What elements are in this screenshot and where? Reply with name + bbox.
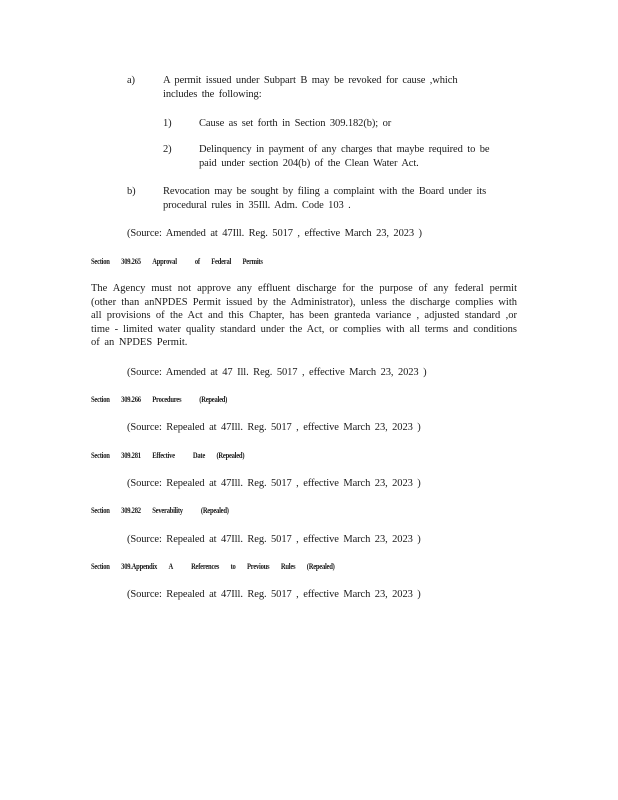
- item-2-text-line1: Delinquency in payment of any charges that maybe required to be: [199, 144, 490, 155]
- section-status: (Repealed): [216, 451, 245, 460]
- item-1-label: 1): [163, 118, 172, 129]
- item-2-text-line2: paid under section 204(b) of the Clean Water Act.: [199, 158, 419, 169]
- section-number: 309.266: [121, 395, 141, 404]
- section-word: Section: [91, 562, 110, 571]
- source-note-4: (Source: Repealed at 47Ill. Reg. 5017 , effective March 23, 2023 ): [127, 478, 421, 489]
- item-1-text: Cause as set forth in Section 309.182(b); or: [199, 118, 392, 129]
- section-heading-309-appendix: [91, 562, 346, 572]
- section-title-part: Effective: [152, 451, 175, 460]
- source-note-6: (Source: Repealed at 47Ill. Reg. 5017 , effective March 23, 2023 ): [127, 589, 421, 600]
- source-note-5: (Source: Repealed at 47Ill. Reg. 5017 , effective March 23, 2023 ): [127, 534, 421, 545]
- item-b-text-line2: procedural rules in 35Ill. Adm. Code 103 .: [163, 200, 351, 211]
- section-title-part: Severability: [152, 506, 183, 515]
- section-title-part: to: [230, 562, 236, 571]
- section-title-part: Federal: [211, 257, 232, 266]
- section-word: Section: [91, 451, 110, 460]
- section-heading-309-266: [91, 395, 239, 405]
- section-title-part: Permits: [242, 257, 263, 266]
- section-title-part: Procedures: [152, 395, 182, 404]
- section-number: 309.265: [121, 257, 141, 266]
- section-status: (Repealed): [199, 395, 228, 404]
- section-heading-309-282: [91, 506, 240, 516]
- section-status: (Repealed): [200, 506, 229, 515]
- section-heading-309-265: [91, 257, 274, 267]
- section-heading-309-281: [91, 451, 256, 461]
- source-note-3: (Source: Repealed at 47Ill. Reg. 5017 , effective March 23, 2023 ): [127, 422, 421, 433]
- item-a-label: a): [127, 75, 135, 86]
- section-number: 309.281: [121, 451, 141, 460]
- section-word: Section: [91, 506, 110, 515]
- section-word: Section: [91, 395, 110, 404]
- section-title-part: Date: [192, 451, 205, 460]
- section-title-part: of: [194, 257, 200, 266]
- section-word: Section: [91, 257, 110, 266]
- section-265-paragraph: The Agency must not approve any effluent discharge for the purpose of any federal permit (other than anNPDES Permit issued by the Administrator), unless the discharge complies with all provisions of the Act and this Chapter, has been granteda variance , adjusted standard ,or time - limited water quality standard under the Act, or complies with all terms and conditions of an NPDES Permit.: [91, 283, 517, 348]
- section-status: (Repealed): [306, 562, 335, 571]
- section-title-part: Approval: [152, 257, 177, 266]
- section-number: 309.Appendix: [121, 562, 158, 571]
- item-b-label: b): [127, 186, 136, 197]
- source-note-2: (Source: Amended at 47 Ill. Reg. 5017 , effective March 23, 2023 ): [127, 367, 427, 378]
- section-title-part: Previous: [247, 562, 270, 571]
- section-number: 309.282: [121, 506, 141, 515]
- item-a-text-line1: A permit issued under Subpart B may be revoked for cause ,which: [163, 75, 458, 86]
- section-title-part: Rules: [280, 562, 296, 571]
- section-title-part: A: [168, 562, 174, 571]
- item-a-text-line2: includes the following:: [163, 89, 262, 100]
- item-b-text-line1: Revocation may be sought by filing a complaint with the Board under its: [163, 186, 487, 197]
- source-note-1: (Source: Amended at 47Ill. Reg. 5017 , effective March 23, 2023 ): [127, 228, 422, 239]
- item-2-label: 2): [163, 144, 172, 155]
- section-title-part: References: [191, 562, 220, 571]
